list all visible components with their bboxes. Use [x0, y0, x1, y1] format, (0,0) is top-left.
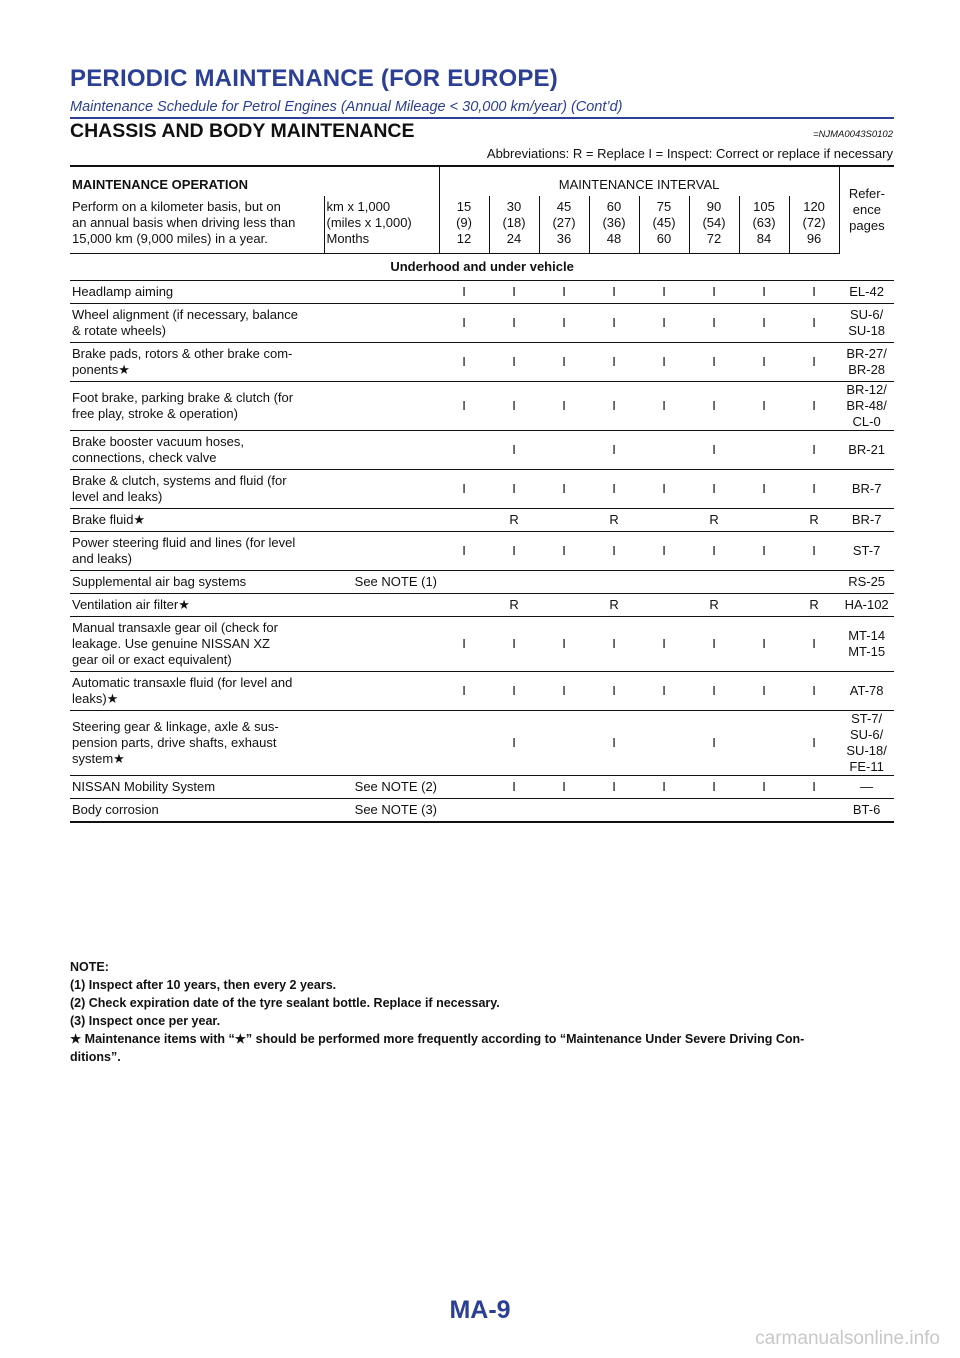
interval-cell: I [539, 776, 589, 799]
section-title: CHASSIS AND BODY MAINTENANCE [70, 120, 415, 142]
interval-cell [739, 431, 789, 470]
reference-cell: BR-27/ BR-28 [839, 343, 894, 382]
interval-cell: I [489, 382, 539, 431]
interval-cell: I [539, 532, 589, 571]
reference-cell: MT-14 MT-15 [839, 617, 894, 672]
table-row [70, 617, 894, 672]
reference-cell: ST-7 [839, 532, 894, 571]
reference-cell: BR-7 [839, 470, 894, 509]
operation-cell: Headlamp aiming [70, 281, 324, 304]
table-row [70, 470, 894, 509]
group-label: Underhood and under vehicle [70, 254, 894, 281]
note-cell: See NOTE (2) [324, 776, 439, 799]
note-cell [324, 532, 439, 571]
interval-cell: I [689, 776, 739, 799]
interval-cell: I [439, 304, 489, 343]
interval-cell: I [589, 617, 639, 672]
interval-cell [439, 776, 489, 799]
operation-cell: Brake booster vacuum hoses, connections, check valve [70, 431, 324, 470]
interval-cell: I [589, 382, 639, 431]
interval-cell: I [739, 672, 789, 711]
interval-cell: I [589, 672, 639, 711]
interval-cell: I [439, 617, 489, 672]
interval-cell: R [689, 594, 739, 617]
interval-cell: I [439, 672, 489, 711]
interval-cell [739, 594, 789, 617]
note-item-3: (3) Inspect once per year. [70, 1014, 221, 1028]
table-row [70, 382, 894, 431]
interval-col-2: 30 (18) 24 [489, 196, 539, 254]
table-row [70, 672, 894, 711]
interval-cell: I [489, 470, 539, 509]
interval-cell: I [489, 304, 539, 343]
interval-cell: I [739, 776, 789, 799]
interval-cell: I [439, 281, 489, 304]
operation-cell: Steering gear & linkage, axle & sus- pension parts, drive shafts, exhaust system★ [70, 711, 324, 776]
interval-cell: I [539, 304, 589, 343]
maintenance-table-container [70, 165, 894, 823]
watermark-text: carmanualsonline.info [755, 1328, 940, 1349]
interval-cell: I [789, 617, 839, 672]
interval-cell: I [539, 617, 589, 672]
interval-cell [439, 711, 489, 776]
reference-cell: ST-7/ SU-6/ SU-18/ FE-11 [839, 711, 894, 776]
interval-cell: I [639, 470, 689, 509]
op-header: MAINTENANCE OPERATION [70, 166, 439, 196]
interval-cell: I [489, 617, 539, 672]
interval-cell: I [639, 382, 689, 431]
page-number: MA-9 [449, 1296, 511, 1324]
interval-cell: I [789, 343, 839, 382]
interval-cell: I [539, 382, 589, 431]
interval-cell: I [589, 343, 639, 382]
interval-col-5: 75 (45) 60 [639, 196, 689, 254]
interval-cell: R [489, 594, 539, 617]
note-cell [324, 304, 439, 343]
interval-cell: I [689, 382, 739, 431]
interval-cell [589, 799, 639, 823]
interval-cell: R [789, 594, 839, 617]
interval-cell: I [439, 470, 489, 509]
interval-cell: I [489, 343, 539, 382]
interval-cell: I [689, 281, 739, 304]
operation-cell: Power steering fluid and lines (for level and leaks) [70, 532, 324, 571]
interval-cell: I [489, 672, 539, 711]
section-code: =NJMA0043S0102 [812, 129, 893, 140]
table-row [70, 343, 894, 382]
interval-cell [439, 799, 489, 823]
interval-cell [789, 799, 839, 823]
operation-cell: Body corrosion [70, 799, 324, 823]
table-row [70, 799, 894, 823]
interval-cell: I [789, 776, 839, 799]
interval-header: MAINTENANCE INTERVAL [439, 166, 839, 196]
interval-cell [639, 431, 689, 470]
interval-cell: R [589, 594, 639, 617]
interval-cell: I [539, 470, 589, 509]
interval-cell: I [489, 281, 539, 304]
operation-cell: Ventilation air filter★ [70, 594, 324, 617]
interval-cell [639, 571, 689, 594]
reference-cell: BR-21 [839, 431, 894, 470]
interval-cell: I [689, 304, 739, 343]
interval-cell [739, 711, 789, 776]
note-cell [324, 431, 439, 470]
interval-cell: R [789, 509, 839, 532]
interval-cell: I [589, 304, 639, 343]
interval-cell: I [489, 431, 539, 470]
table-row [70, 594, 894, 617]
interval-cell: I [639, 617, 689, 672]
interval-cell: R [489, 509, 539, 532]
operation-cell: Brake & clutch, systems and fluid (for level and leaks) [70, 470, 324, 509]
interval-cell [639, 711, 689, 776]
interval-cell [439, 431, 489, 470]
interval-cell: I [789, 532, 839, 571]
operation-cell: Wheel alignment (if necessary, balance & rotate wheels) [70, 304, 324, 343]
operation-cell: Brake pads, rotors & other brake com- ponents★ [70, 343, 324, 382]
interval-cell: I [539, 343, 589, 382]
interval-cell [739, 799, 789, 823]
table-row [70, 571, 894, 594]
note-cell [324, 343, 439, 382]
interval-cell [639, 799, 689, 823]
interval-col-7: 105 (63) 84 [739, 196, 789, 254]
header-divider [70, 117, 894, 119]
interval-cell: I [739, 617, 789, 672]
table-row [70, 431, 894, 470]
interval-cell: I [739, 281, 789, 304]
interval-cell: I [689, 532, 739, 571]
table-row [70, 281, 894, 304]
note-cell: See NOTE (3) [324, 799, 439, 823]
interval-cell: I [739, 343, 789, 382]
interval-cell [489, 571, 539, 594]
notes-title: NOTE: [70, 960, 109, 974]
interval-cell: I [739, 532, 789, 571]
interval-cell [739, 571, 789, 594]
interval-cell [539, 594, 589, 617]
interval-cell: I [789, 711, 839, 776]
interval-cell: I [789, 470, 839, 509]
note-item-2: (2) Check expiration date of the tyre sealant bottle. Replace if necessary. [70, 996, 500, 1010]
interval-cell: I [689, 617, 739, 672]
interval-cell [489, 799, 539, 823]
interval-cell [539, 509, 589, 532]
interval-col-3: 45 (27) 36 [539, 196, 589, 254]
interval-cell: I [739, 470, 789, 509]
interval-cell [689, 799, 739, 823]
notes-block [70, 958, 896, 1066]
interval-col-1: 15 (9) 12 [439, 196, 489, 254]
ref-header: Refer- ence pages [839, 166, 894, 254]
operation-cell: NISSAN Mobility System [70, 776, 324, 799]
interval-cell: I [739, 382, 789, 431]
table-row [70, 711, 894, 776]
interval-cell: I [539, 281, 589, 304]
interval-cell: I [639, 776, 689, 799]
interval-cell [539, 571, 589, 594]
interval-cell [439, 571, 489, 594]
reference-cell: BT-6 [839, 799, 894, 823]
abbreviations-legend: Abbreviations: R = Replace I = Inspect: Correct or replace if necessary [486, 146, 893, 161]
interval-cell: I [789, 304, 839, 343]
note-cell [324, 711, 439, 776]
reference-cell: RS-25 [839, 571, 894, 594]
interval-cell: I [589, 711, 639, 776]
interval-cell [589, 571, 639, 594]
table-row [70, 509, 894, 532]
interval-cell [739, 509, 789, 532]
interval-cell [539, 431, 589, 470]
page-header-subtitle: Maintenance Schedule for Petrol Engines (Annual Mileage < 30,000 km/year) (Cont’d) [70, 99, 623, 115]
interval-cell [639, 509, 689, 532]
reference-cell: — [839, 776, 894, 799]
reference-cell: BR-12/ BR-48/ CL-0 [839, 382, 894, 431]
interval-cell: I [689, 431, 739, 470]
note-cell [324, 281, 439, 304]
interval-cell: I [439, 343, 489, 382]
interval-cell: I [589, 431, 639, 470]
interval-cell: I [589, 470, 639, 509]
interval-cell [539, 711, 589, 776]
table-row [70, 532, 894, 571]
interval-cell: I [639, 343, 689, 382]
reference-cell: HA-102 [839, 594, 894, 617]
note-cell [324, 672, 439, 711]
interval-cell: I [639, 304, 689, 343]
note-item-1: (1) Inspect after 10 years, then every 2 years. [70, 978, 337, 992]
interval-cell: I [439, 382, 489, 431]
interval-cell: I [789, 431, 839, 470]
page-header-title: PERIODIC MAINTENANCE (FOR EUROPE) [70, 65, 558, 92]
reference-cell: EL-42 [839, 281, 894, 304]
interval-cell: I [589, 776, 639, 799]
interval-cell [639, 594, 689, 617]
interval-cell: I [589, 532, 639, 571]
operation-cell: Supplemental air bag systems [70, 571, 324, 594]
interval-cell: I [589, 281, 639, 304]
operation-cell: Automatic transaxle fluid (for level and leaks)★ [70, 672, 324, 711]
interval-cell: R [689, 509, 739, 532]
note-cell [324, 382, 439, 431]
note-cell [324, 470, 439, 509]
interval-col-8: 120 (72) 96 [789, 196, 839, 254]
interval-cell: I [689, 470, 739, 509]
note-cell: See NOTE (1) [324, 571, 439, 594]
maintenance-table [70, 165, 894, 823]
interval-cell: I [689, 711, 739, 776]
interval-cell [439, 594, 489, 617]
operation-cell: Manual transaxle gear oil (check for leakage. Use genuine NISSAN XZ gear oil or exact equivalent) [70, 617, 324, 672]
interval-cell: I [789, 281, 839, 304]
interval-cell: I [739, 304, 789, 343]
basis-text: Perform on a kilometer basis, but on an annual basis when driving less than 15,000 km (9,000 miles) in a year. [70, 196, 324, 254]
units-text: km x 1,000 (miles x 1,000) Months [324, 196, 439, 254]
interval-cell: I [689, 343, 739, 382]
note-cell [324, 617, 439, 672]
interval-cell: R [589, 509, 639, 532]
interval-cell: I [439, 532, 489, 571]
operation-cell: Brake fluid★ [70, 509, 324, 532]
interval-cell: I [639, 672, 689, 711]
reference-cell: SU-6/ SU-18 [839, 304, 894, 343]
interval-cell [539, 799, 589, 823]
interval-cell: I [639, 281, 689, 304]
interval-cell: I [689, 672, 739, 711]
interval-cell: I [539, 672, 589, 711]
note-item-4: ★ Maintenance items with “★” should be performed more frequently according to “Maintenance Under Severe Driving Con- ditions”. [70, 1032, 805, 1064]
interval-cell: I [639, 532, 689, 571]
interval-cell [789, 571, 839, 594]
note-cell [324, 594, 439, 617]
interval-cell [689, 571, 739, 594]
table-row [70, 776, 894, 799]
operation-cell: Foot brake, parking brake & clutch (for free play, stroke & operation) [70, 382, 324, 431]
table-row [70, 304, 894, 343]
interval-col-4: 60 (36) 48 [589, 196, 639, 254]
interval-cell: I [789, 672, 839, 711]
interval-cell: I [489, 776, 539, 799]
reference-cell: AT-78 [839, 672, 894, 711]
note-cell [324, 509, 439, 532]
interval-col-6: 90 (54) 72 [689, 196, 739, 254]
interval-cell: I [489, 532, 539, 571]
interval-cell: I [789, 382, 839, 431]
interval-cell: I [489, 711, 539, 776]
reference-cell: BR-7 [839, 509, 894, 532]
interval-cell [439, 509, 489, 532]
